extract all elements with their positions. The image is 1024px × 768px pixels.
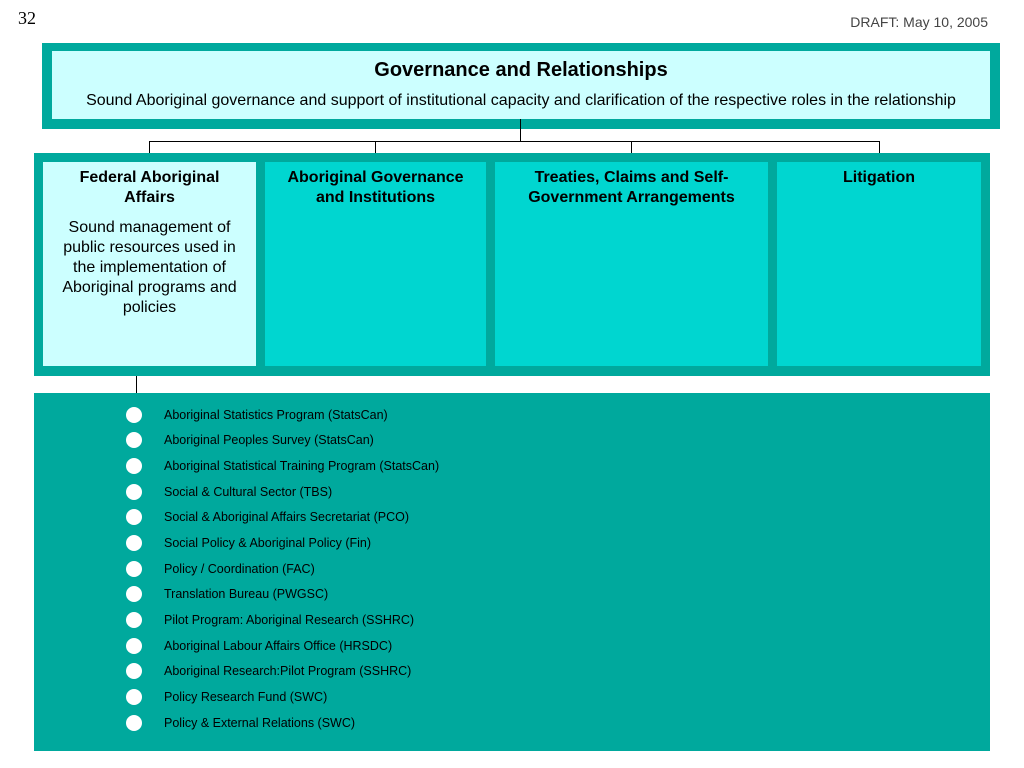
bullet-icon [126,484,142,500]
card-litigation [777,162,981,366]
card-federal-aboriginal-affairs [43,162,256,366]
list-item [126,453,439,479]
list-item-label: Aboriginal Statistics Program (StatsCan) [164,407,388,422]
header-title: Governance and Relationships [374,59,668,81]
bullet-icon [126,535,142,551]
list-item [126,530,439,556]
list-item-label: Policy Research Fund (SWC) [164,690,328,705]
list-item-label: Policy / Coordination (FAC) [164,561,315,576]
list-item [126,582,439,608]
bullet-icon [126,689,142,705]
list-item [126,428,439,454]
list-item [126,505,439,531]
card-treaties-claims [495,162,768,366]
connector-trunk [520,119,521,141]
list-item-label: Policy & External Relations (SWC) [164,715,356,730]
bullet-icon [126,638,142,654]
list-item-label: Aboriginal Labour Affairs Office (HRSDC) [164,638,393,653]
header-subtitle: Sound Aboriginal governance and support of institutional capacity and clarification of the respective roles in the relationship [86,92,956,109]
list-item [126,659,439,685]
list-item-label: Social Policy & Aboriginal Policy (Fin) [164,536,372,551]
card-title: Litigation [843,169,915,186]
bullet-icon [126,612,142,628]
bullet-icon [126,509,142,525]
connector-list [136,376,137,393]
list-item [126,684,439,710]
header-box [52,51,990,119]
list-item-label: Social & Cultural Sector (TBS) [164,484,333,499]
program-list [126,402,439,736]
page-number: 32 [18,8,36,28]
bullet-icon [126,407,142,423]
list-item [126,633,439,659]
connector-bar [149,141,880,142]
list-item [126,402,439,428]
list-item-label: Social & Aboriginal Affairs Secretariat (PCO) [164,510,410,525]
list-item-label: Aboriginal Statistical Training Program (StatsCan) [164,459,440,474]
list-item-label: Aboriginal Research:Pilot Program (SSHRC) [164,664,412,679]
bullet-icon [126,715,142,731]
list-item [126,710,439,736]
list-item-label: Pilot Program: Aboriginal Research (SSHRC) [164,613,415,628]
list-item [126,556,439,582]
list-item-label: Translation Bureau (PWGSC) [164,587,329,602]
card-aboriginal-governance [265,162,486,366]
card-description: Sound management of public resources used in the implementation of Aboriginal programs and policies [62,219,237,316]
bullet-icon [126,586,142,602]
bullet-icon [126,561,142,577]
card-title: Aboriginal Governance and Institutions [287,169,464,206]
card-title: Treaties, Claims and Self-Government Arrangements [528,169,735,206]
draft-stamp: DRAFT: May 10, 2005 [850,14,988,30]
bullet-icon [126,432,142,448]
list-item [126,479,439,505]
card-title: Federal Aboriginal Affairs [79,169,220,206]
list-item-label: Aboriginal Peoples Survey (StatsCan) [164,433,374,448]
list-item [126,607,439,633]
bullet-icon [126,458,142,474]
bullet-icon [126,663,142,679]
